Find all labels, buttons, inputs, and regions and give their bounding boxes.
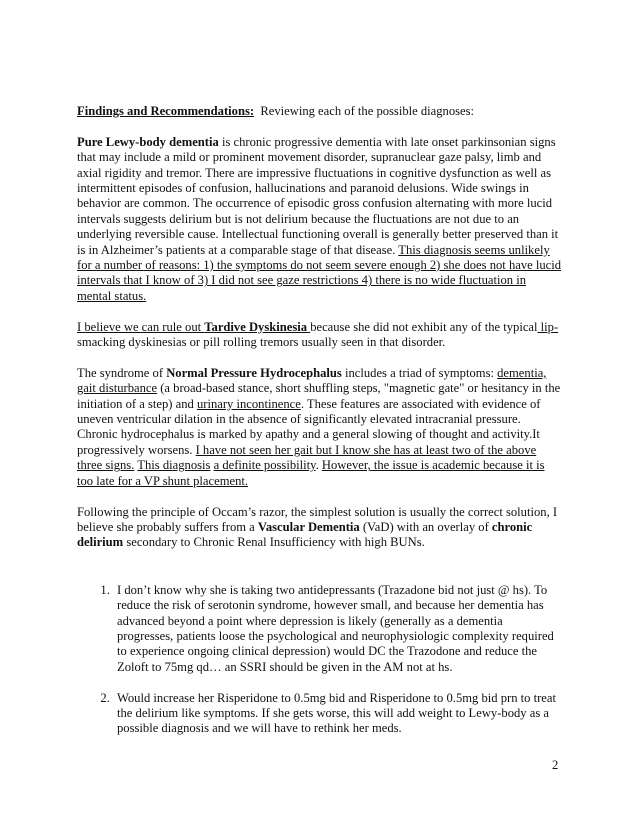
recommendations-list xyxy=(77,583,562,737)
nph-note-possibility: a definite possibility xyxy=(213,458,316,473)
findings-heading: Findings and Recommendations: xyxy=(77,104,255,118)
findings-intro: Reviewing each of the possible diagnoses: xyxy=(254,104,475,118)
nph-note-diagnosis: This diagnosis xyxy=(137,458,211,473)
nph-note-gait: I have not seen her gait but I know she has at least two of the above three signs. xyxy=(77,442,537,473)
document-page xyxy=(77,104,562,752)
lewy-body-text: is chronic progressive dementia with late onset parkinsonian signs that may include a mild or prominent movement disorder, supranuclear gaze palsy, limb and axial rigidity and tremor. There are impressive fluctuations in cognitive dysfunction as well as intermittent episodes of confusion, hallucinations and paranoid delusions. Wide swings in behavior are common. The occurrence of episodic gross confusion alternating with more lucid intervals suggests delirium but is not delirium because the fluctuations are not due to an underlying reversible cause. Intellectual functioning overall is generally better preserved than it is in Alzheimer’s patients at a comparable stage of that disease. xyxy=(77,134,559,257)
lewy-body-term: Pure Lewy-body dementia xyxy=(77,134,219,149)
tardive-paragraph xyxy=(77,320,562,351)
tardive-tail: smacking dyskinesias or pill rolling tremors usually seen in that disorder. xyxy=(77,335,446,350)
findings-paragraph xyxy=(77,104,562,119)
page-number: 2 xyxy=(552,758,559,772)
nph-paragraph: The syndrome of Normal Pressure Hydrocephalus includes a triad of symptoms: dementia, gait disturbance (a broad-based stance, short shuffling steps, "magnetic gate" or hesitancy in the initiation of a step) and urinary incontinence. These features are associated with evidence of uneven ventricular dilation in the absence of significantly elevated intracranial pressure. Chronic hydrocephalus is marked by apathy and a general slowing of thought and activity.It progressively worsens. I have not seen her gait but I know she has at least two of the above three signs. This diagnosis a definite possibility. However, the issue is academic because it is too late for a VP shunt placement. xyxy=(77,365,561,488)
nph-term: Normal Pressure Hydrocephalus xyxy=(166,365,342,380)
lewy-body-paragraph xyxy=(77,135,562,304)
tardive-underlined-space: lip- xyxy=(537,319,559,334)
nph-note-shunt: However, the issue is academic because it is too late for a VP shunt placement. xyxy=(77,458,545,488)
vascular-dementia-term: Vascular Dementia xyxy=(257,519,360,534)
chronic-delirium-term: chronic delirium xyxy=(77,519,533,550)
nph-symptom-dementia: dementia, xyxy=(497,365,547,380)
lewy-body-note: This diagnosis seems unlikely for a number of reasons: 1) the symptoms do not seem severe enough 2) she does not have lucid intervals that I know of 3) I did not see gaze restrictions 4) there is no wide fluctuation in mental status. xyxy=(77,242,562,303)
nph-symptom-incontinence: urinary incontinence xyxy=(196,396,301,411)
tardive-lead: I believe we can rule out Tardive Dyskinesia xyxy=(77,319,311,334)
recommendation-item: 2. Would increase her Risperidone to 0.5mg bid and Risperidone to 0.5mg bid prn to treat the delirium like symptoms. If she gets worse, this will add weight to Lewy-body as a possible diagnosis and we will have to rethink her meds. xyxy=(113,691,562,737)
tardive-term: Tardive Dyskinesia xyxy=(204,319,311,334)
tardive-text: because she did not exhibit any of the typical xyxy=(310,319,538,334)
occam-paragraph: Following the principle of Occam’s razor, the simplest solution is usually the correct solution, I believe she probably suffers from a Vascular Dementia (VaD) with an overlay of chronic delirium secondary to Chronic Renal Insufficiency with high BUNs. xyxy=(77,504,558,550)
nph-symptom-gait: gait disturbance xyxy=(77,381,158,396)
recommendation-item: 1. I don’t know why she is taking two antidepressants (Trazadone bid not just @ hs). To reduce the risk of serotonin syndrome, however small, and because her dementia has advanced beyond a point where depression is likely (generally as a dementia progresses, patients loose the psychological and neurophysiologic complexity required to experience ongoing clinical depression) would DC the Trazodone and reduce the Zoloft to 75mg qd… an SSRI should be given in the AM not at hs. xyxy=(113,583,562,675)
